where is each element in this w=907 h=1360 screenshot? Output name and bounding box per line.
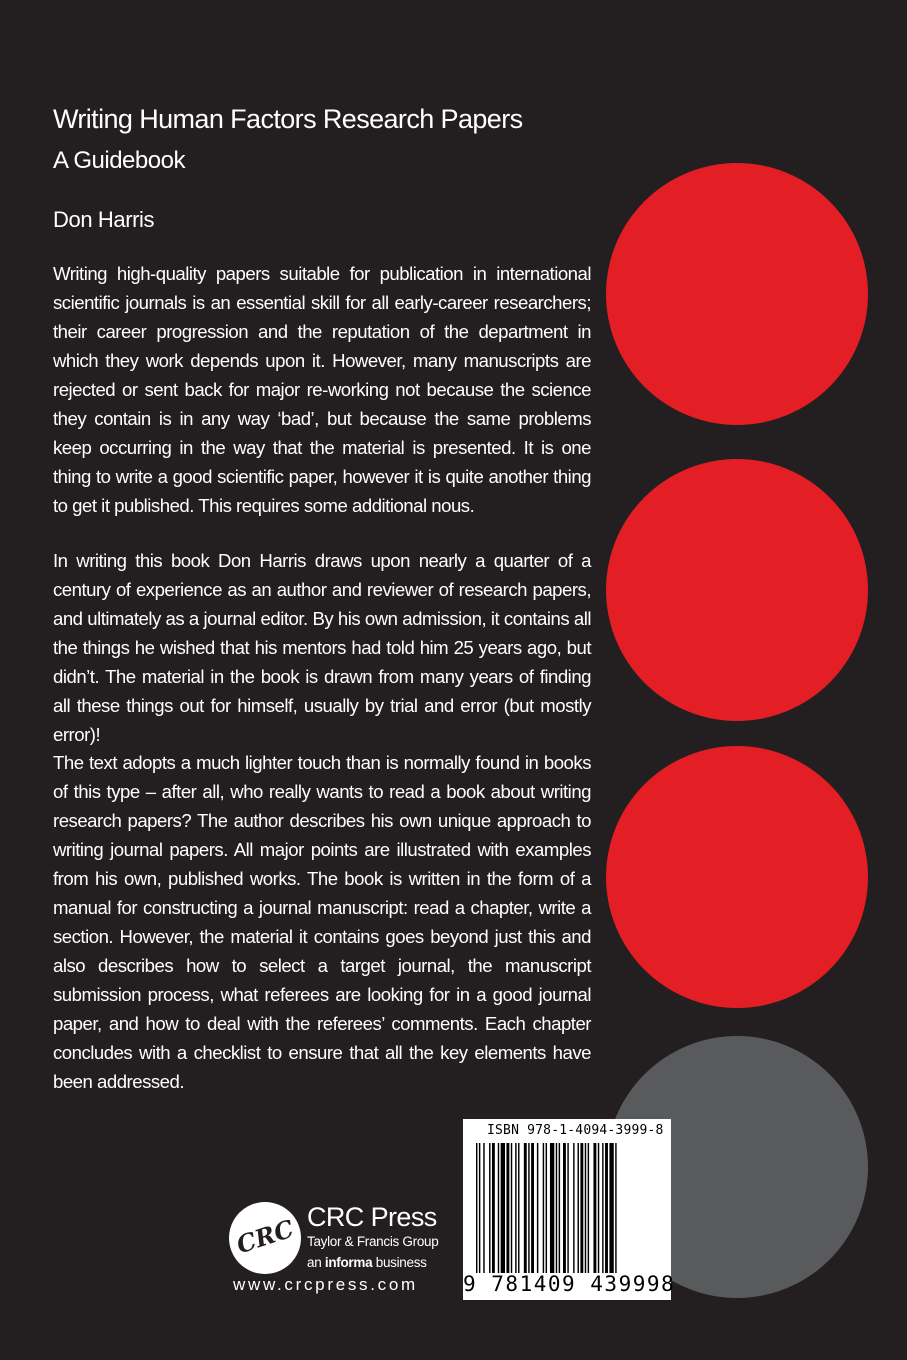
blurb-paragraph-2: In writing this book Don Harris draws upon nearly a quarter of a century of experience as an author and reviewer of research papers, and ultimately as a journal editor. By his own admission, it contains all the things he wished that his mentors had told him 25 years ago, but didn’t. The material in the book is drawn from many years of finding all these things out for himself, usually by trial and error (but mostly error)! [53,550,591,745]
decorative-red-circle-1 [606,163,868,425]
publisher-url: www.crcpress.com [233,1275,418,1294]
publisher-name: CRC Press [307,1202,437,1232]
barcode-bars-icon [476,1143,658,1273]
decorative-red-circle-2 [606,459,868,721]
business-brand: informa [324,1255,373,1270]
publisher-business-line [307,1255,427,1270]
isbn-label: ISBN 978-1-4094-3999-8 [487,1123,664,1138]
book-subtitle: A Guidebook [53,147,185,174]
book-title: Writing Human Factors Research Papers [53,104,523,134]
business-suffix: business [375,1255,427,1270]
blurb-paragraph-1: Writing high-quality papers suitable for publication in international scientific journals is an essential skill for all early-career researchers; their career progression and the reputation of the department in which they work depends upon it. However, many manuscripts are rejected or sent back for major re-working not because the science they contain is in any way ‘bad’, but because the same problems keep occurring in the way that the material is presented. It is one thing to write a good scientific paper, however it is quite another thing to get it published. This requires some additional nous. [53,263,591,516]
crc-logo-text: CRC [232,1213,298,1260]
blurb-paragraph-3: The text adopts a much lighter touch than is normally found in books of this type – after all, who really wants to read a book about writing research papers? The author describes his own unique approach to writing journal papers. All major points are illustrated with examples from his own, published works. The book is written in the form of a manual for constructing a journal manuscript: read a chapter, write a section. However, the material it contains goes beyond just this and also describes how to select a target journal, the manuscript submission process, what referees are looking for in a good journal paper, and how to deal with the referees’ comments. Each chapter concludes with a checklist to ensure that all the key elements have been addressed. [53,752,591,1092]
book-author: Don Harris [53,207,155,232]
crc-logo-icon [229,1202,301,1274]
publisher-group: Taylor & Francis Group [307,1234,439,1249]
barcode-digits: 9 781409 439998 [463,1272,676,1296]
decorative-red-circle-3 [606,746,868,1008]
isbn-barcode [463,1119,676,1300]
business-prefix: an [307,1255,322,1270]
